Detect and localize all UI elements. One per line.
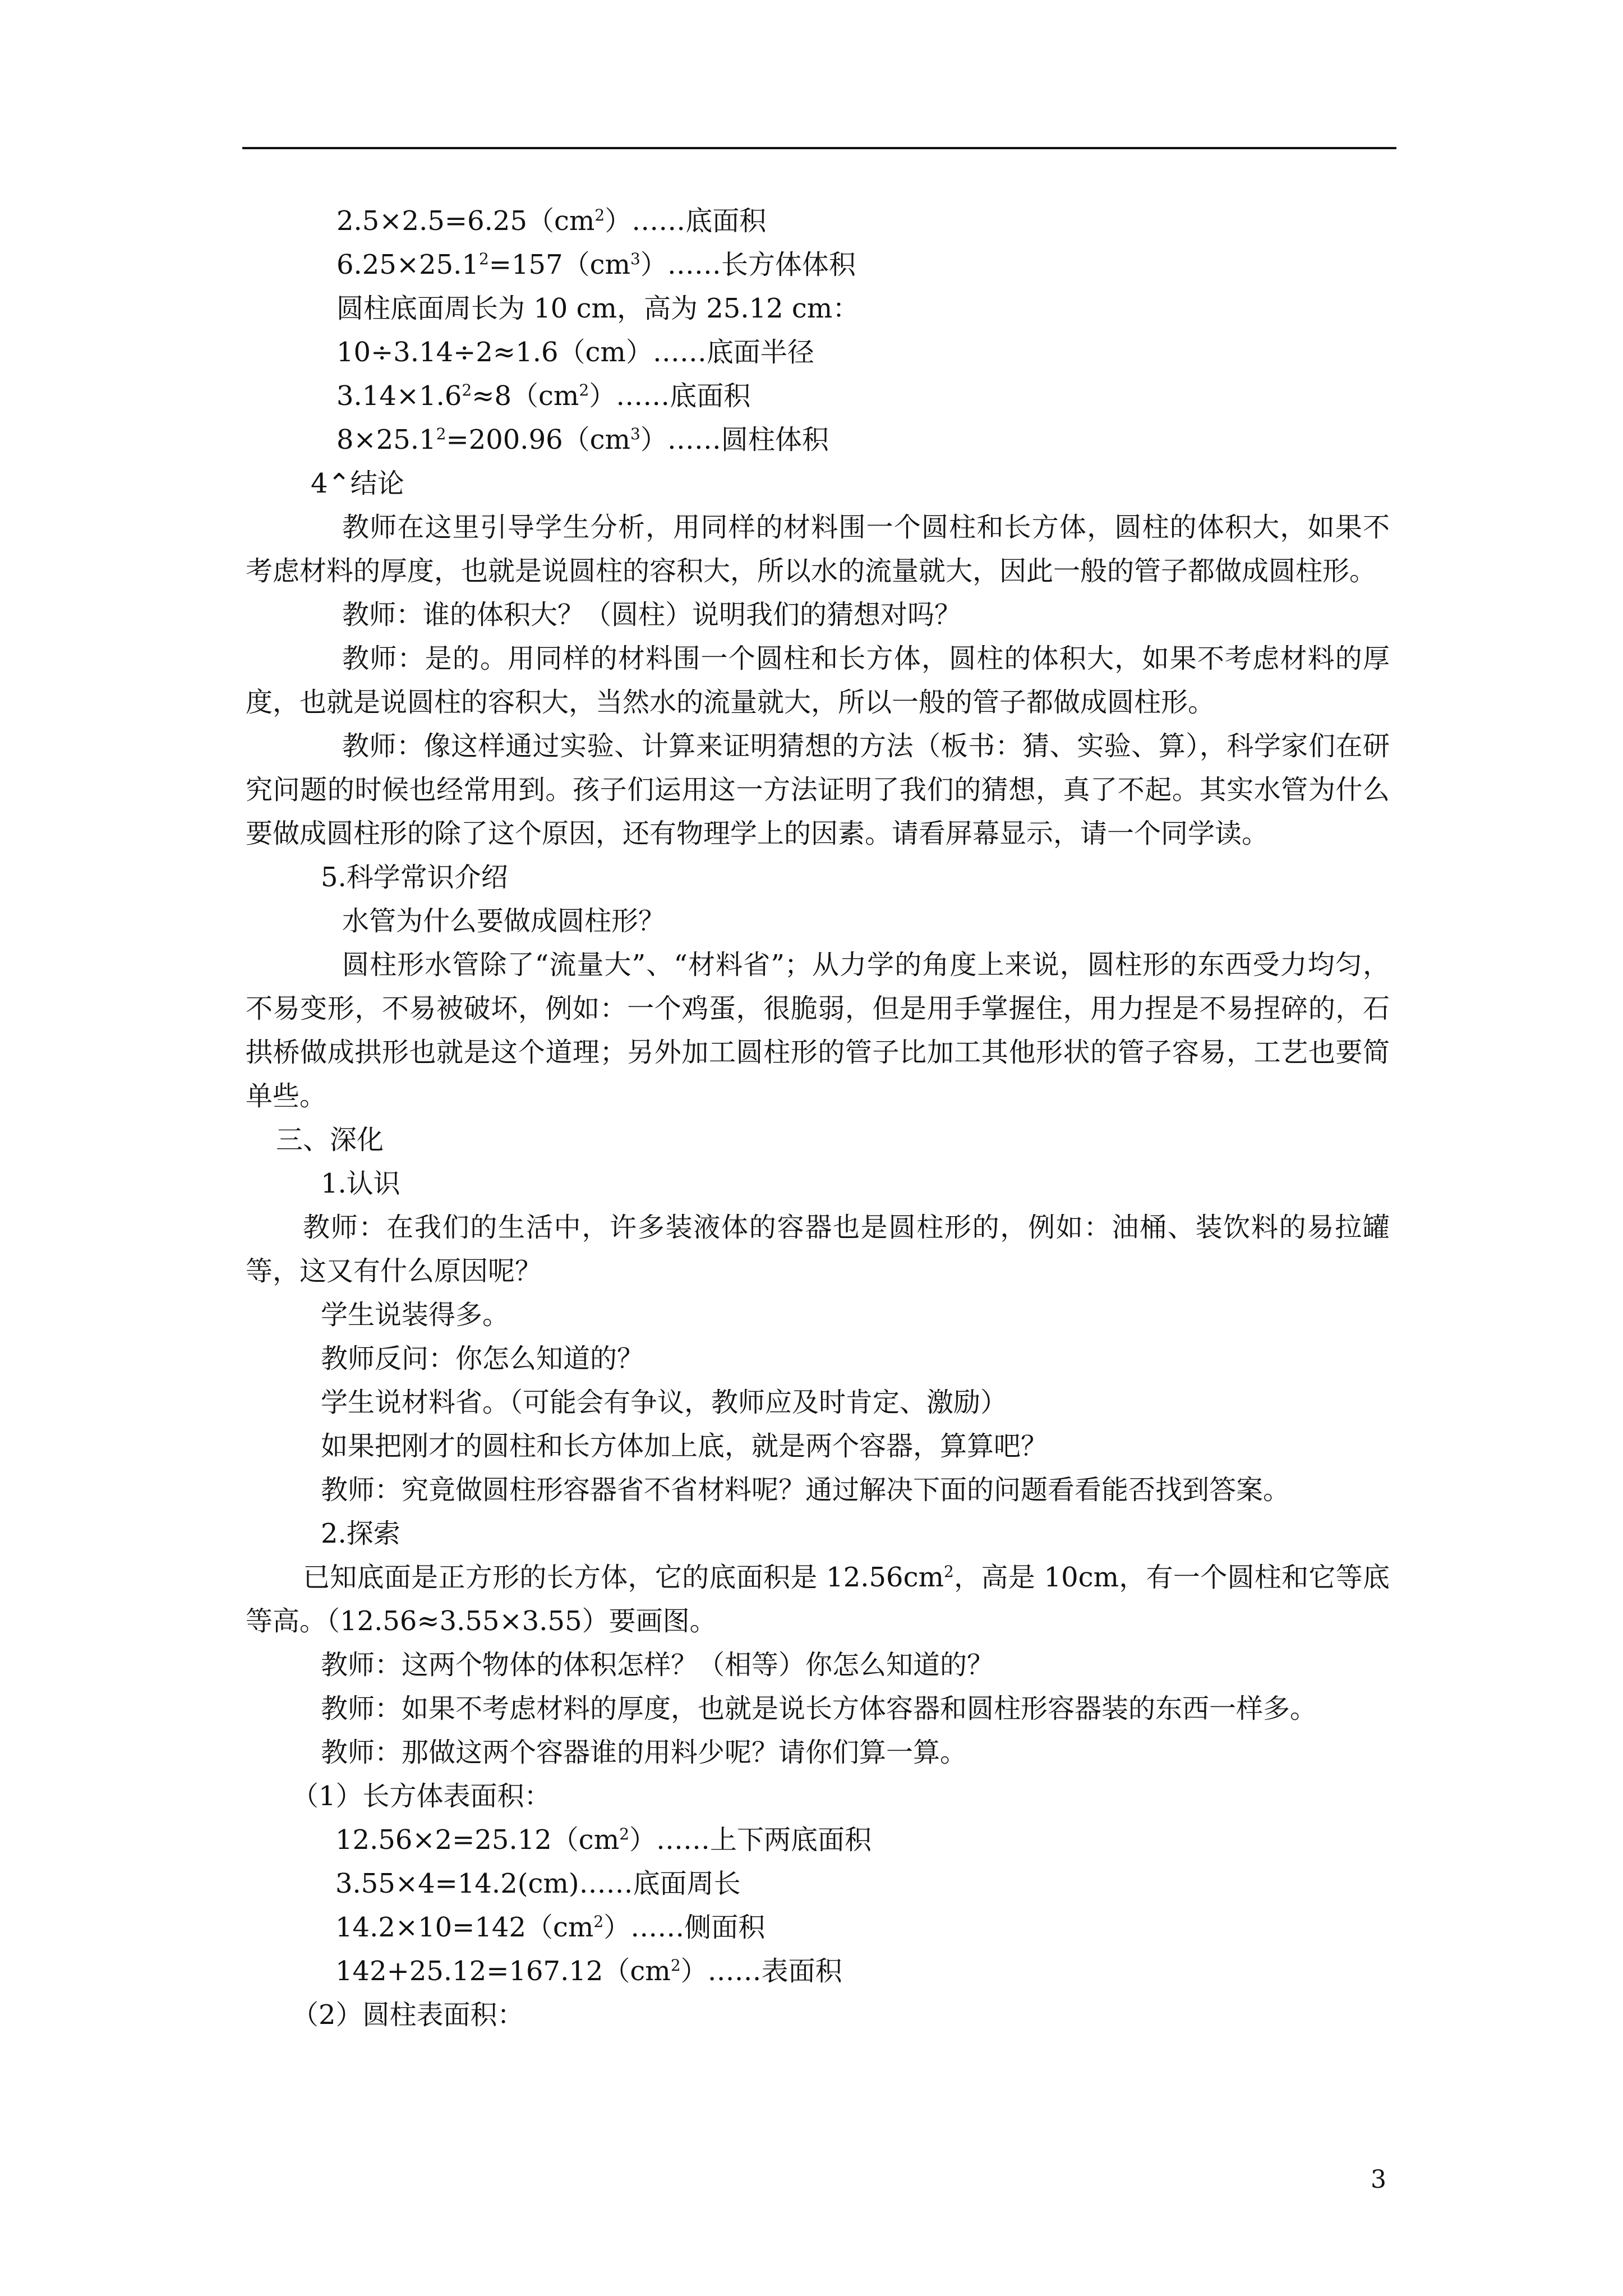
paragraph: 教师：在我们的生活中，许多装液体的容器也是圆柱形的，例如：油桶、装饮料的易拉罐等，这又有什么原因呢？ <box>246 1212 1390 1287</box>
paragraph: 教师：谁的体积大？（圆柱）说明我们的猜想对吗？ <box>342 599 962 631</box>
calc-line: 3.55×4=14.2(cm)……底面周长 <box>335 1868 741 1899</box>
paragraph: 教师：是的。用同样的材料围一个圆柱和长方体，圆柱的体积大，如果不考虑材料的厚度，也就是说圆柱的容积大，当然水的流量就大，所以一般的管子都做成圆柱形。 <box>246 643 1390 718</box>
calc-line: 圆柱底面周长为 10 cm，高为 25.12 cm： <box>336 293 860 324</box>
paragraph: 教师：像这样通过实验、计算来证明猜想的方法（板书：猜、实验、算），科学家们在研究问题的时候也经常用到。孩子们运用这一方法证明了我们的猜想，真了不起。其实水管为什么要做成圆柱形的除了这个原因，还有物理学上的因素。请看屏幕显示，请一个同学读。 <box>246 730 1390 849</box>
paragraph: 教师在这里引导学生分析，用同样的材料围一个圆柱和长方体，圆柱的体积大，如果不考虑材料的厚度，也就是说圆柱的容积大，所以水的流量就大，因此一般的管子都做成圆柱形。 <box>246 512 1390 587</box>
calc-line: $14.2\times 10=142(cm^2)\dots\dots$侧面积 <box>335 1912 766 1943</box>
page-body <box>246 199 1390 2037</box>
calc-line: 10÷3.14÷2≈1.6（cm）……底面半径 <box>336 337 814 368</box>
section-heading: 4⌃结论 <box>311 468 404 499</box>
calc-line: $8\times 25.1^2=200.96(cm^3)\dots\dots$圆柱体积 <box>336 424 829 455</box>
paragraph: 圆柱形水管除了“流量大”、“材料省”；从力学的角度上来说，圆柱形的东西受力均匀，不易变形，不易被破坏，例如：一个鸡蛋，很脆弱，但是用手掌握住，用力捏是不易捏碎的，石拱桥做成拱形也就是这个道理；另外加工圆柱形的管子比加工其他形状的管子容易，工艺也要简单些。 <box>246 949 1390 1112</box>
calc-line: $3.14\times 1.6^2\approx 8(cm^2)\dots\dots$底面积 <box>336 380 751 412</box>
calc-line: $6.25\times 25.1^2=157(cm^3)\dots\dots$长方体体积 <box>336 249 856 280</box>
list-item: （2）圆柱表面积： <box>292 1999 524 2031</box>
paragraph: 水管为什么要做成圆柱形？ <box>342 905 666 937</box>
paragraph: 学生说材料省。（可能会有争议，教师应及时肯定、激励） <box>321 1387 1008 1418</box>
calc-line: $2.5\times 2.5=6.25(cm^2)\dots\dots$底面积 <box>336 205 767 237</box>
subsection-heading: 1.认识 <box>321 1168 400 1199</box>
section-heading: 5.科学常识介绍 <box>321 862 508 893</box>
list-item: （1）长方体表面积： <box>292 1780 551 1812</box>
paragraph: 教师反问：你怎么知道的？ <box>321 1343 644 1374</box>
paragraph: 如果把刚才的圆柱和长方体加上底，就是两个容器，算算吧？ <box>321 1430 1048 1462</box>
paragraph: 教师：那做这两个容器谁的用料少呢？请你们算一算。 <box>321 1737 967 1768</box>
calc-line: $142+25.12=167.12(cm^2)\dots\dots$表面积 <box>335 1955 842 1987</box>
calc-line: $12.56\times 2=25.12(cm^2)\dots\dots$上下两底面积 <box>335 1824 872 1856</box>
paragraph: 教师：如果不考虑材料的厚度，也就是说长方体容器和圆柱形容器装的东西一样多。 <box>321 1693 1317 1724</box>
paragraph: 已知底面是正方形的长方体，它的底面积是 $12.56cm^2$，高是 10cm，有一个圆柱和它等底等高。（12.56≈3.55×3.55）要画图。 <box>246 1562 1390 1637</box>
subsection-heading: 2.探索 <box>321 1518 400 1549</box>
header-rule <box>242 147 1396 149</box>
paragraph: 教师：这两个物体的体积怎样？（相等）你怎么知道的？ <box>321 1649 994 1681</box>
page-number: 3 <box>1371 2165 1386 2194</box>
paragraph: 教师：究竟做圆柱形容器省不省材料呢？通过解决下面的问题看看能否找到答案。 <box>321 1474 1290 1506</box>
paragraph: 学生说装得多。 <box>321 1299 510 1331</box>
section-heading: 三、深化 <box>276 1124 384 1156</box>
